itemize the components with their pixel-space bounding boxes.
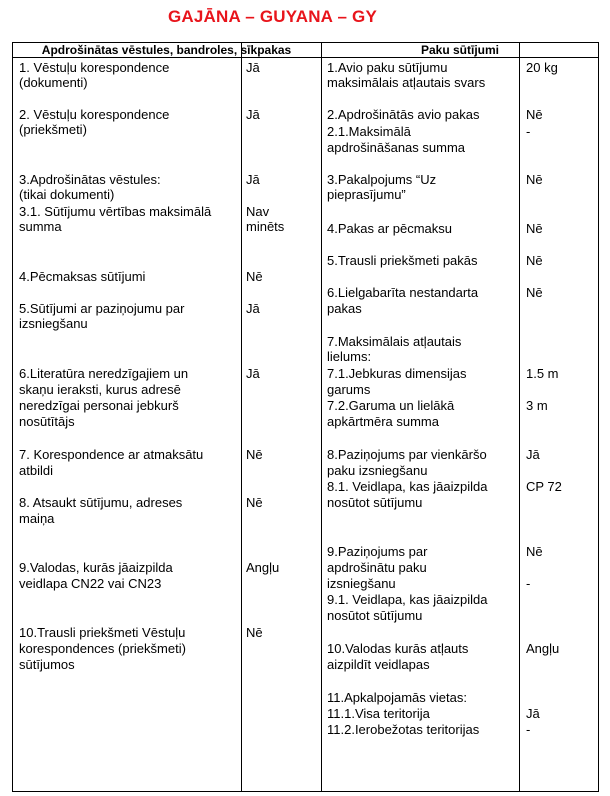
page-title: GAJĀNA – GUYANA – GY bbox=[168, 7, 377, 26]
right-item-7-1-line-1: 7.1.Jebkuras dimensijas bbox=[327, 366, 467, 381]
header-right: Paku sūtījumi bbox=[420, 43, 500, 57]
right-value-5: Nē bbox=[526, 253, 543, 268]
column-divider-3 bbox=[519, 42, 520, 792]
right-value-8: Jā bbox=[526, 447, 540, 462]
left-value-3-1-line-1: Nav bbox=[246, 204, 270, 219]
left-item-5-line-2: izsniegšanu bbox=[19, 316, 88, 331]
left-item-7-line-2: atbildi bbox=[19, 463, 53, 478]
left-value-5: Jā bbox=[246, 301, 260, 316]
right-item-2-1-line-2: apdrošināšanas summa bbox=[327, 140, 466, 155]
right-value-6: Nē bbox=[526, 285, 543, 300]
left-item-6-line-3: neredzīgai personai jebkurš bbox=[19, 398, 179, 413]
right-item-1-line-2: maksimālais atļautais svars bbox=[327, 75, 486, 90]
column-divider-1 bbox=[241, 42, 242, 792]
right-item-4-line-1: 4.Pakas ar pēcmaksu bbox=[327, 221, 453, 236]
right-value-4: Nē bbox=[526, 221, 543, 236]
right-item-11-line-1: 11.Apkalpojamās vietas: bbox=[327, 690, 467, 705]
right-item-10-line-2: aizpildīt veidlapas bbox=[327, 657, 430, 672]
left-value-8: Nē bbox=[246, 495, 263, 510]
left-item-3-line-1: 3.Apdrošinātas vēstules: bbox=[19, 172, 161, 187]
right-item-11-1-line-1: 11.1.Visa teritorija bbox=[327, 706, 430, 721]
left-item-9-line-1: 9.Valodas, kurās jāaizpilda bbox=[19, 560, 173, 575]
right-item-8-1-line-1: 8.1. Veidlapa, kas jāaizpilda bbox=[327, 479, 488, 494]
right-item-6-line-1: 6.Lielgabarīta nestandarta bbox=[327, 285, 479, 300]
left-item-3-1-line-2: summa bbox=[19, 219, 62, 234]
left-item-6-line-4: nosūtītājs bbox=[19, 414, 75, 429]
right-item-9-line-1: 9.Paziņojums par bbox=[327, 544, 428, 559]
right-item-6-line-2: pakas bbox=[327, 301, 362, 316]
left-item-6-line-2: skaņu ieraksti, kurus adresē bbox=[19, 382, 181, 397]
right-item-9-line-2: apdrošinātu paku bbox=[327, 560, 427, 575]
right-value-11-1: Jā bbox=[526, 706, 540, 721]
right-value-9-1: - bbox=[526, 576, 531, 591]
left-value-1: Jā bbox=[246, 60, 260, 75]
right-item-7-1-line-2: garums bbox=[327, 382, 371, 397]
left-value-7: Nē bbox=[246, 447, 263, 462]
left-item-4-line-1: 4.Pēcmaksas sūtījumi bbox=[19, 269, 146, 284]
right-item-1-line-1: 1.Avio paku sūtījumu bbox=[327, 60, 448, 75]
right-item-5-line-1: 5.Trausli priekšmeti pakās bbox=[327, 253, 478, 268]
left-item-10-line-2: korespondences (priekšmeti) bbox=[19, 641, 186, 656]
left-item-2-line-2: (priekšmeti) bbox=[19, 122, 87, 137]
right-item-2-1-line-1: 2.1.Maksimālā bbox=[327, 124, 411, 139]
right-value-1: 20 kg bbox=[526, 60, 558, 75]
right-item-7-2-line-1: 7.2.Garuma un lielākā bbox=[327, 398, 455, 413]
right-item-3-line-2: pieprasījumu” bbox=[327, 187, 406, 202]
left-value-3: Jā bbox=[246, 172, 260, 187]
right-value-2: Nē bbox=[526, 107, 543, 122]
left-item-10-line-3: sūtījumos bbox=[19, 657, 75, 672]
right-value-10: Angļu bbox=[526, 641, 560, 656]
right-item-2-line-1: 2.Apdrošinātās avio pakas bbox=[327, 107, 480, 122]
right-item-11-2-line-1: 11.2.Ierobežotas teritorijas bbox=[327, 722, 480, 737]
right-value-3: Nē bbox=[526, 172, 543, 187]
left-value-6: Jā bbox=[246, 366, 260, 381]
left-item-10-line-1: 10.Trausli priekšmeti Vēstuļu bbox=[19, 625, 186, 640]
right-value-2-1: - bbox=[526, 124, 531, 139]
left-item-6-line-1: 6.Literatūra neredzīgajiem un bbox=[19, 366, 189, 381]
left-item-1-line-1: 1. Vēstuļu korespondence bbox=[19, 60, 170, 75]
left-value-4: Nē bbox=[246, 269, 263, 284]
left-item-3-line-2: (tikai dokumenti) bbox=[19, 187, 115, 202]
right-value-9: Nē bbox=[526, 544, 543, 559]
right-item-7-2-line-2: apkārtmēra summa bbox=[327, 414, 439, 429]
left-value-10: Nē bbox=[246, 625, 263, 640]
right-item-8-line-1: 8.Paziņojums par vienkāršo bbox=[327, 447, 487, 462]
left-item-1-line-2: (dokumenti) bbox=[19, 75, 88, 90]
right-item-9-line-3: izsniegšanu bbox=[327, 576, 396, 591]
right-value-11-2: - bbox=[526, 722, 531, 737]
right-item-7-line-2: lielums: bbox=[327, 349, 372, 364]
right-item-8-line-2: paku izsniegšanu bbox=[327, 463, 428, 478]
right-item-7-line-1: 7.Maksimālais atļautais bbox=[327, 334, 462, 349]
right-item-3-line-1: 3.Pakalpojums “Uz bbox=[327, 172, 437, 187]
right-value-7-1: 1.5 m bbox=[526, 366, 559, 381]
right-item-10-line-1: 10.Valodas kurās atļauts bbox=[327, 641, 469, 656]
left-item-7-line-1: 7. Korespondence ar atmaksātu bbox=[19, 447, 204, 462]
left-item-8-line-1: 8. Atsaukt sūtījumu, adreses bbox=[19, 495, 183, 510]
left-item-9-line-2: veidlapa CN22 vai CN23 bbox=[19, 576, 162, 591]
right-value-7-2: 3 m bbox=[526, 398, 548, 413]
table-frame bbox=[12, 42, 599, 792]
left-value-9: Angļu bbox=[246, 560, 280, 575]
left-value-3-1-line-2: minēts bbox=[246, 219, 285, 234]
left-value-2: Jā bbox=[246, 107, 260, 122]
header-divider bbox=[12, 57, 599, 58]
right-value-8-1: CP 72 bbox=[526, 479, 562, 494]
left-item-8-line-2: maiņa bbox=[19, 511, 55, 526]
left-item-5-line-1: 5.Sūtījumi ar paziņojumu par bbox=[19, 301, 185, 316]
right-item-9-1-line-1: 9.1. Veidlapa, kas jāaizpilda bbox=[327, 592, 488, 607]
right-item-9-1-line-2: nosūtot sūtījumu bbox=[327, 608, 423, 623]
right-item-8-1-line-2: nosūtot sūtījumu bbox=[327, 495, 423, 510]
header-left: Apdrošinātas vēstules, bandroles, sīkpakas bbox=[41, 43, 292, 57]
left-item-3-1-line-1: 3.1. Sūtījumu vērtības maksimālā bbox=[19, 204, 212, 219]
column-divider-2 bbox=[321, 42, 322, 792]
left-item-2-line-1: 2. Vēstuļu korespondence bbox=[19, 107, 170, 122]
